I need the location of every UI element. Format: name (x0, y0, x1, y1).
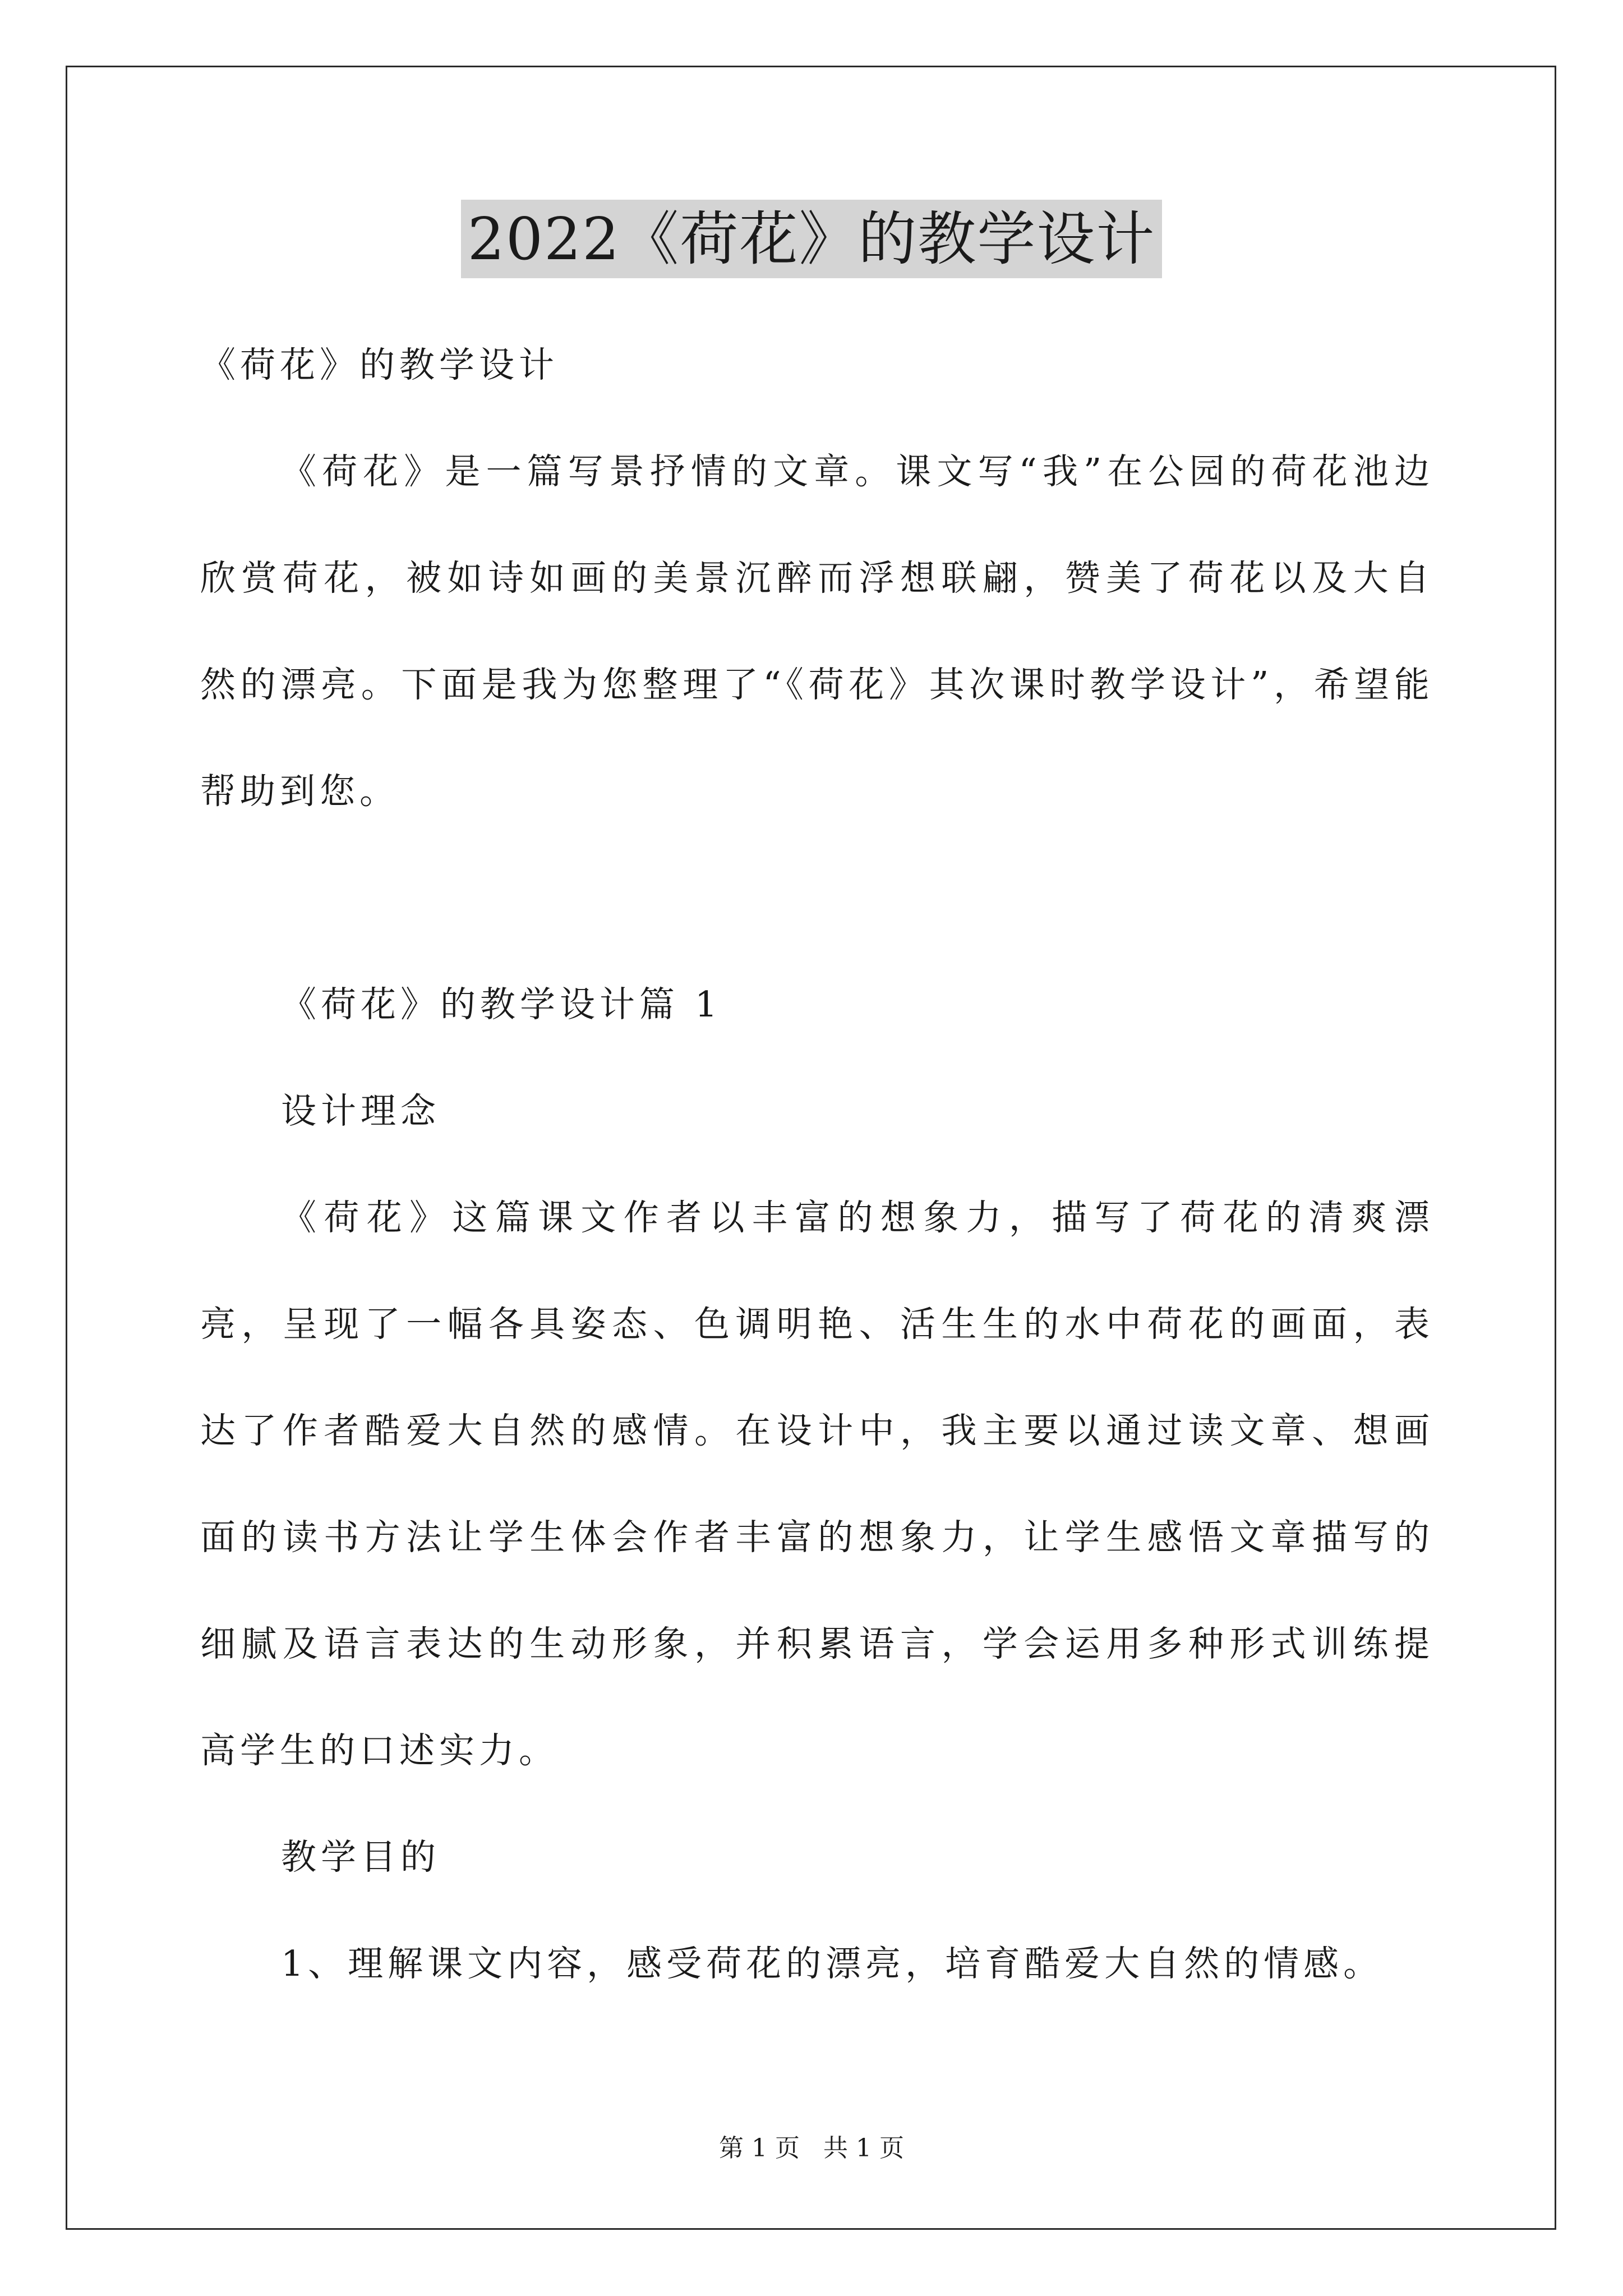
intro-paragraph: 《荷花》是一篇写景抒情的文章。课文写“我”在公园的荷花池边欣赏荷花，被如诗如画的美景沉醉而浮想联翩，赞美了荷花以及大自然的漂亮。下面是我为您整理了“《荷花》其次课时教学设计”，希望能帮助到您。 (200, 451, 1434, 812)
goal-heading: 教学目的 (281, 1837, 440, 1878)
page-footer (0, 2132, 1623, 2165)
title-container (0, 200, 1623, 278)
page-number-current: 第 1 页 (719, 2134, 800, 2162)
document-title: 2022《荷花》的教学设计 (461, 200, 1163, 278)
page-number-total: 共 1 页 (823, 2134, 904, 2162)
section-gap (200, 845, 1434, 951)
section-heading: 《荷花》的教学设计篇 1 (281, 984, 722, 1025)
document-subtitle: 《荷花》的教学设计 (200, 344, 559, 385)
document-body (200, 312, 1434, 2017)
concept-heading: 设计理念 (281, 1091, 440, 1131)
concept-paragraph: 《荷花》这篇课文作者以丰富的想象力，描写了荷花的清爽漂亮，呈现了一幅各具姿态、色调明艳、活生生的水中荷花的画面，表达了作者酷爱大自然的感情。在设计中，我主要以通过读文章、想画面的读书方法让学生体会作者丰富的想象力，让学生感悟文章描写的细腻及语言表达的生动形象，并积累语言，学会运用多种形式训练提高学生的口述实力。 (200, 1197, 1434, 1771)
goal-item-1: 1、理解课文内容，感受荷花的漂亮，培育酷爱大自然的情感。 (281, 1943, 1384, 1984)
